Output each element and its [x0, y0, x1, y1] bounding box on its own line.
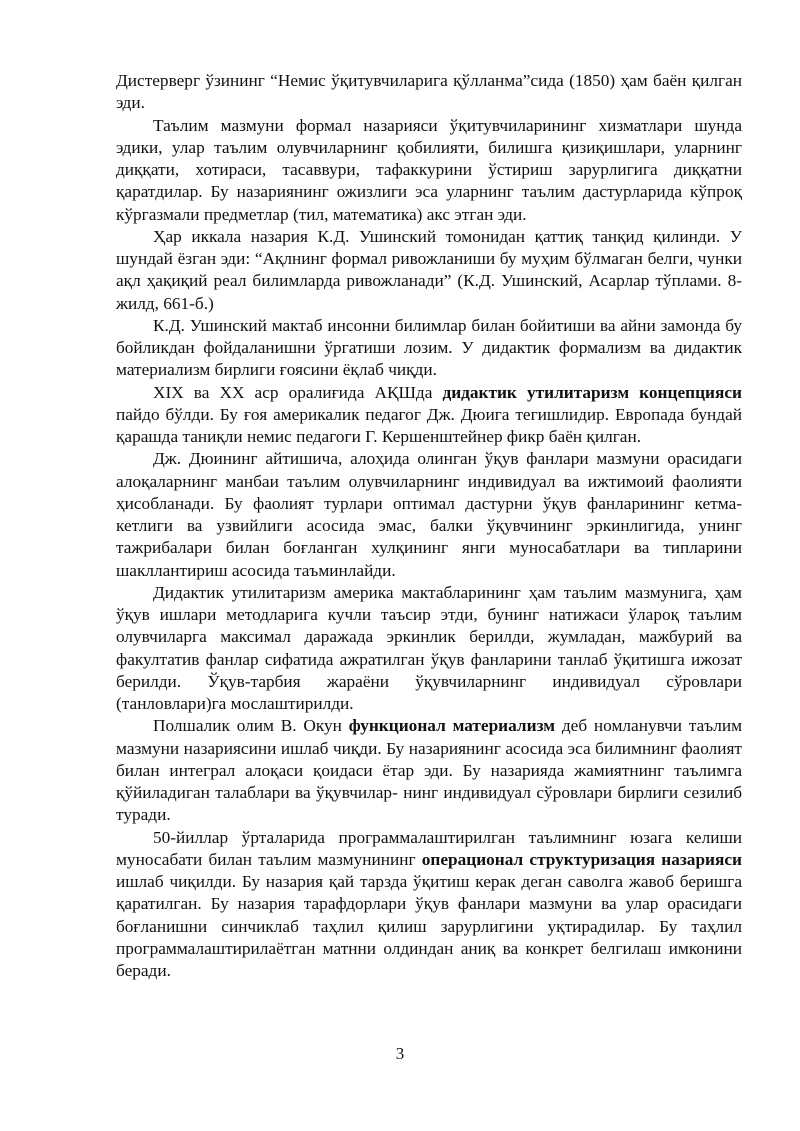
paragraph-9: 50-йиллар ўрталарида программалаштирилган таълимнинг юзага келиши муносабати билан таълим мазмунининг операционал структуризация назарияси ишлаб чиқилди. Бу назария қай тарзда ўқитиш керак деган саволга жавоб беришга қаратилган. Бу назария тарафдорлари ўқув фанлари мазмуни ва улар орасидаги боғланишни синчиклаб таҳлил қилиш зарурлигини уқтирадилар. Бу таҳлил программалаштирилаётган матнни олдиндан аниқ ва конкрет белгилаш имконини беради. — [116, 827, 742, 980]
document-body — [116, 70, 742, 982]
bold-term: операционал структуризация назарияси — [421, 849, 742, 869]
paragraph-6: Дж. Дюининг айтишича, алоҳида олинган ўқув фанлари мазмуни орасидаги алоқаларнинг манбаи таълим олувчиларнинг индивидуал ва ижтимоий фаолияти ҳисобланади. Бу фаолият турлари оптимал дастурни ўқув фанларининг кетма-кетлиги ва узвийлиги асосида эмас, балки ўқувчининг эркинлигида, унинг тажрибалари билан боғланган хулқининг янги муносабатлари ва типларини шакллантириш асосида таъминлайди. — [116, 449, 742, 580]
paragraph-4: К.Д. Ушинский мактаб инсонни билимлар билан бойитиши ва айни замонда бу бойликдан фойдаланишни ўргатиши лозим. У дидактик формализм ва дидактик материализм бирлиги ғоясини ёқлаб чиқди. — [116, 315, 742, 380]
page-number: 3 — [395, 1044, 405, 1063]
bold-term: функционал материализм — [348, 716, 556, 736]
paragraph-2: Таълим мазмуни формал назарияси ўқитувчиларининг хизматлари шунда эдики, улар таълим олувчиларнинг қобилияти, билишга қизиқишлари, уларнинг диққати, хотираси, тасаввури, тафаккурини ўстириш зарурлигига диққатни қаратдилар. Бу назариянинг ожизлиги эса уларнинг таълим дастурларида кўпроқ кўргазмали предметлар (тил, математика) акс этган эди. — [116, 115, 742, 224]
bold-term: дидактик утилитаризм концепцияси — [442, 382, 742, 402]
paragraph-1: Дистерверг ўзининг “Немис ўқитувчиларига қўлланма”сида (1850) ҳам баён қилган эди. — [116, 71, 742, 113]
paragraph-7: Дидактик утилитаризм америка мактабларининг ҳам таълим мазмунига, ҳам ўқув ишлари методларига кучли таъсир этди, бунинг натижаси ўлароқ таълим олувчиларга максимал даражада эркинлик берилди, жумладан, мажбурий ва факултатив фанлар сифатида ажратилган ўқув фанларини танлаб ўқитишга ижозат берилди. Ўқув-тарбия жараёни ўқувчиларнинг индивидуал сўровлари (танловлари)га мослаштирилди. — [116, 582, 742, 713]
paragraph-3: Ҳар иккала назария К.Д. Ушинский томонидан қаттиқ танқид қилинди. У шундай ёзган эди: “Ақлнинг формал ривожланиши бу муҳим бўлмаган белги, чунки ақл ҳақиқий реал билимларда ривожланади” (К.Д. Ушинский, Асарлар тўплами. 8-жилд, 661-б.) — [116, 226, 742, 313]
paragraph-8: Полшалик олим В. Окун функционал материализм деб номланувчи таълим мазмуни назариясини ишлаб чиқди. Бу назариянинг асосида эса билимнинг фаолият билан интеграл алоқаси қоидаси ётар эди. Бу назарияда жамиятнинг таълимга қўйиладиган талаблари ва ўқувчилар- нинг индивидуал сўровлари бирлиги сезилиб туради. — [116, 716, 742, 825]
paragraph-5: XIX ва XX аср оралиғида АҚШда дидактик утилитаризм концепцияси пайдо бўлди. Бу ғоя америкалик педагог Дж. Дюига тегишлидир. Европада бундай қарашда таниқли немис педагоги Г. Кершенштейнер фикр баён қилган. — [116, 382, 742, 446]
